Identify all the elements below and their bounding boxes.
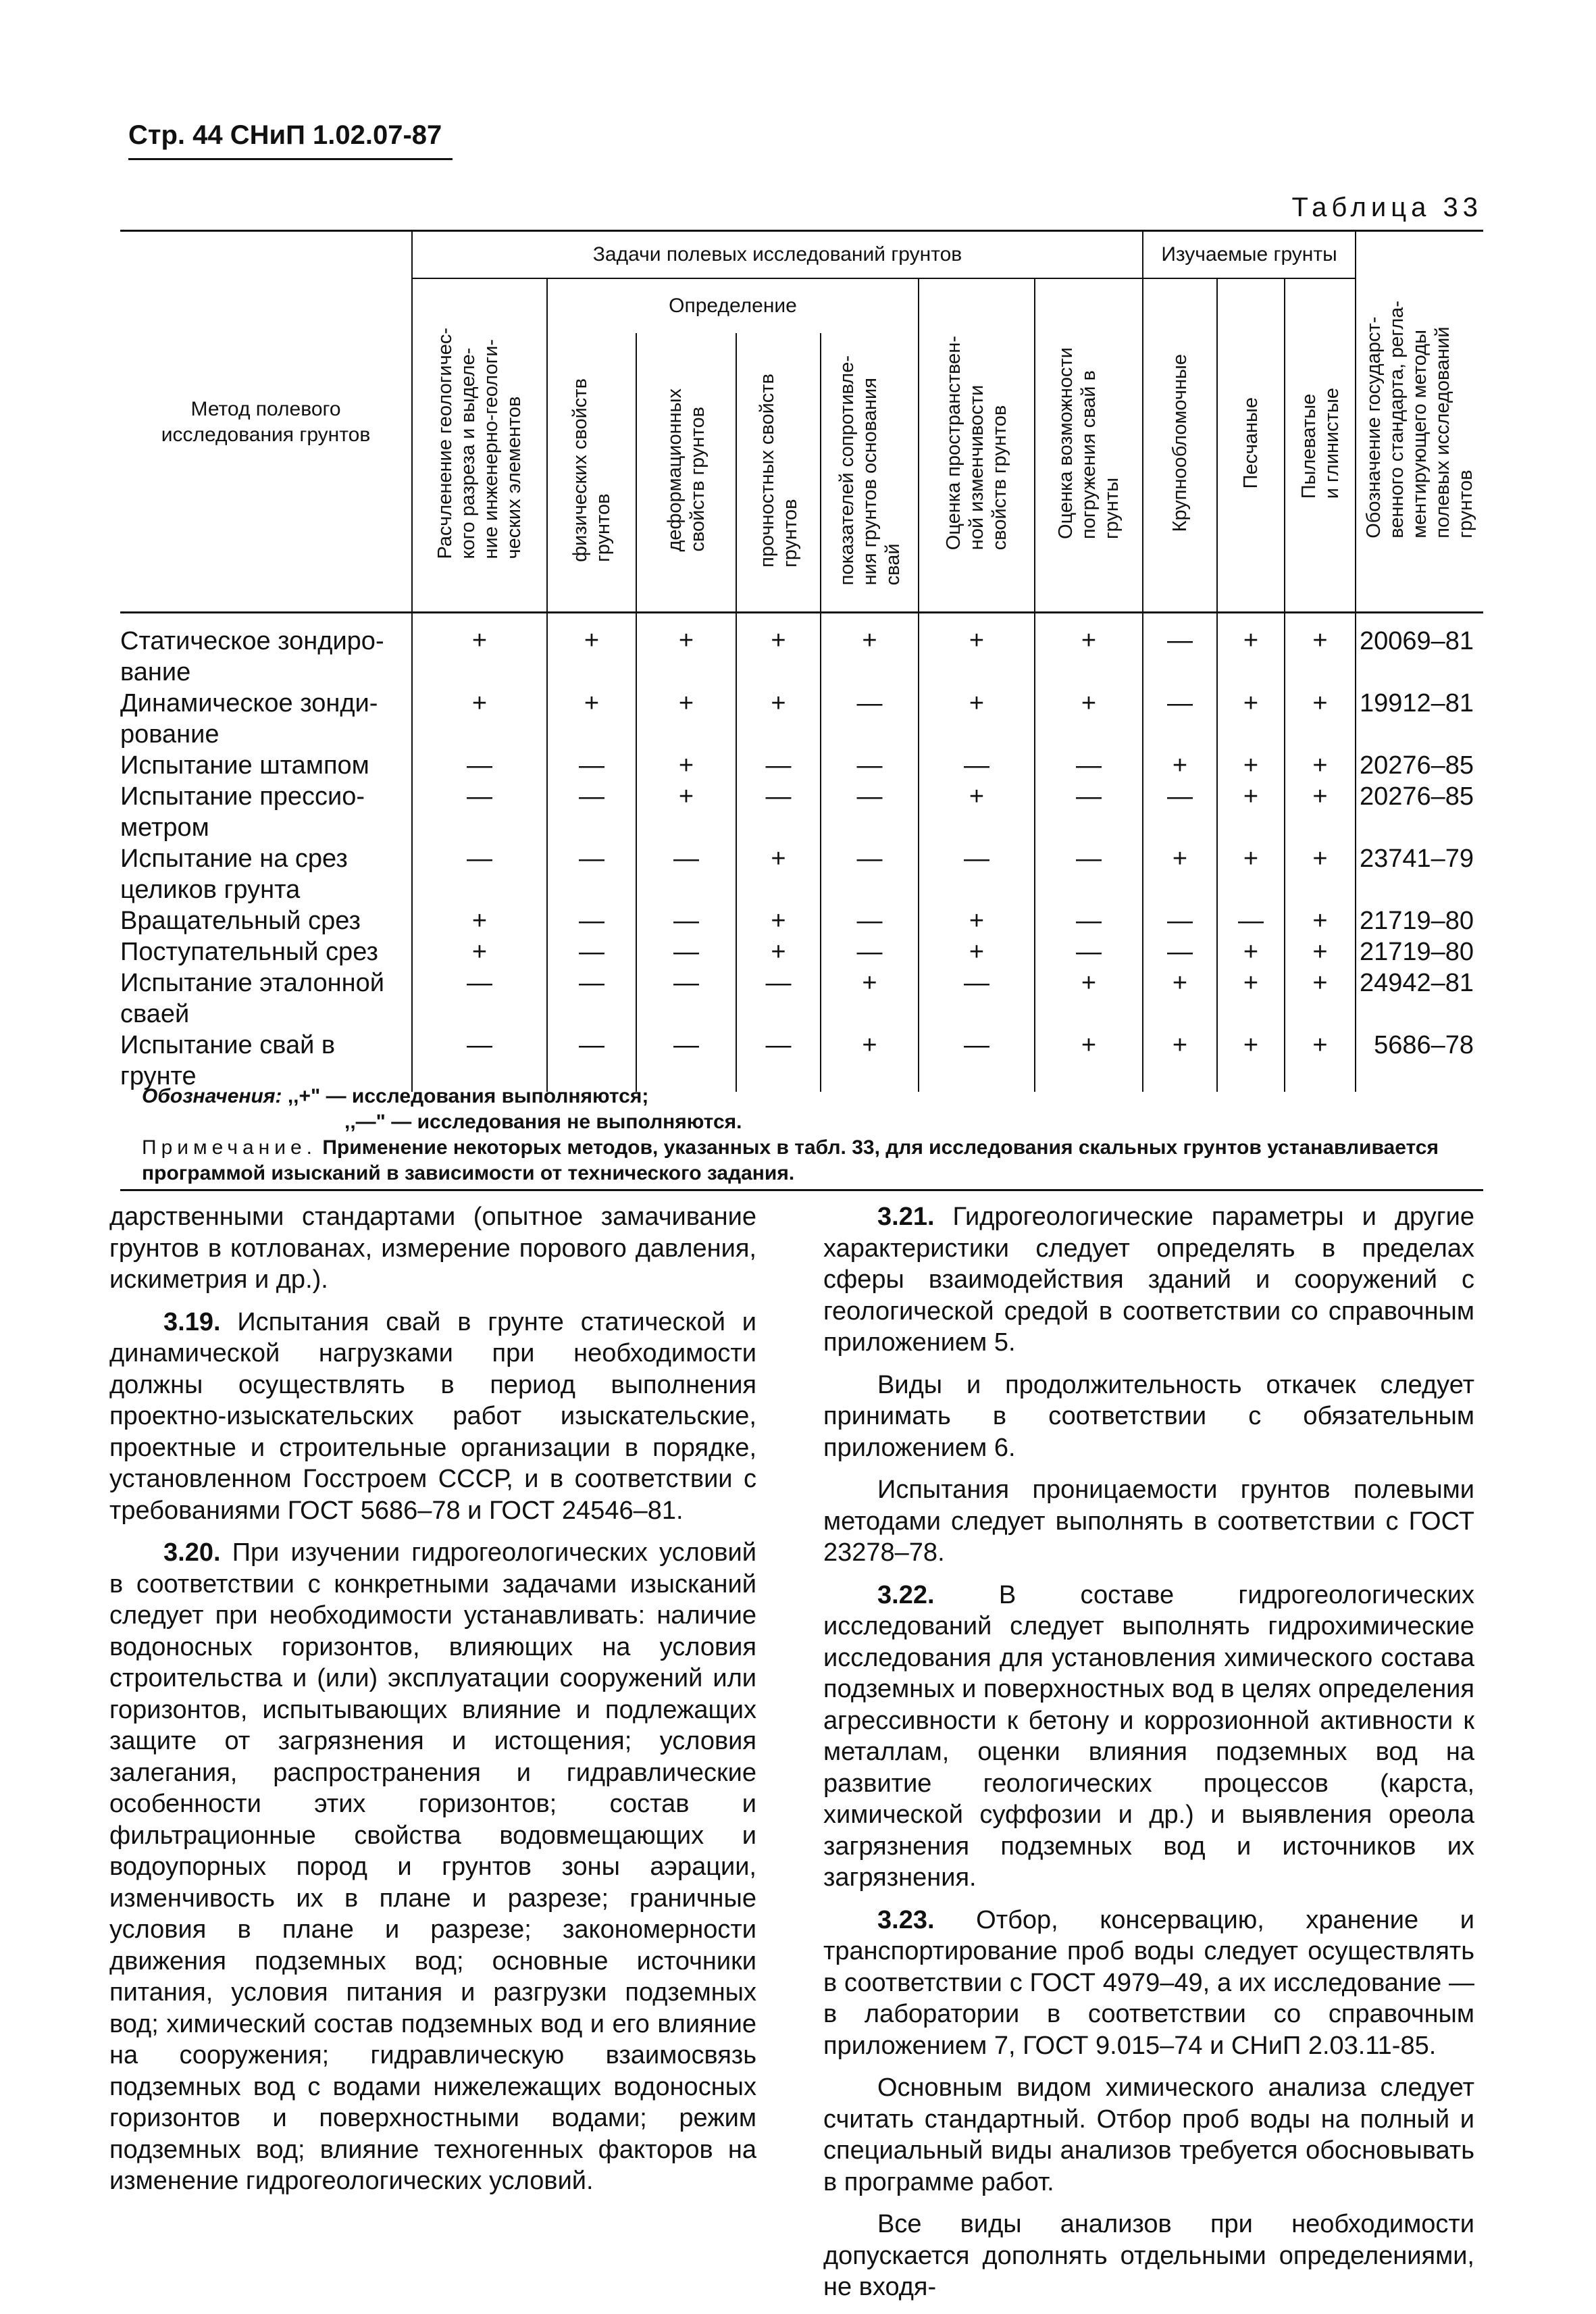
paragraph-text: Все виды анализов при необходимости допускается дополнять отдельными определениями, не входя- — [823, 2210, 1474, 2301]
mark-cell: + — [1285, 613, 1356, 688]
remark-text: Применение некоторых методов, указанных в табл. 33, для исследования скальных грунтов устанавливается программой изысканий в зависимости от технического задания. — [142, 1136, 1439, 1184]
mark-cell: — — [636, 1030, 736, 1092]
mark-cell: + — [547, 688, 636, 750]
paragraph — [823, 2209, 1474, 2303]
mark-cell: — — [1143, 688, 1217, 750]
mark-cell: + — [1285, 750, 1356, 781]
body-column-right — [823, 1201, 1474, 2303]
mark-cell: + — [1035, 688, 1143, 750]
mark-cell: — — [636, 843, 736, 905]
mark-cell: + — [547, 613, 636, 688]
mark-cell: — — [736, 1030, 821, 1092]
mark-cell: + — [1143, 750, 1217, 781]
mark-cell: + — [1217, 613, 1285, 688]
mark-cell: + — [1035, 613, 1143, 688]
mark-cell: — — [412, 781, 547, 843]
method-cell: Динамическое зонди- рование — [120, 689, 378, 749]
mark-cell: — — [547, 936, 636, 967]
paragraph — [823, 1474, 1474, 1569]
remark-label: Примечание. — [142, 1136, 317, 1159]
mark-cell: — — [1143, 936, 1217, 967]
legend-plus: ,,+" — исследования выполняются; — [287, 1085, 649, 1107]
paragraph-text: Отбор, консервацию, хранение и транспортирование проб воды следует осуществлять в соответствии с ГОСТ 4979–49, а их исследование — в лаборатории в соответствии со справочным приложением 7, ГОСТ 9.015–74 и СНиП 2.03.11-85. — [823, 1905, 1474, 2060]
mark-cell: — — [1217, 905, 1285, 936]
clause-number: 3.22. — [877, 1580, 935, 1609]
paragraph-text: Виды и продолжительность откачек следует принимать в соответствии с обязательным приложением 6. — [823, 1370, 1474, 1462]
mark-cell: + — [412, 688, 547, 750]
paragraph — [823, 1905, 1474, 2062]
mark-cell: + — [412, 613, 547, 688]
mark-cell: + — [1143, 843, 1217, 905]
mark-cell: — — [1035, 936, 1143, 967]
method-cell: Вращательный срез — [120, 907, 361, 935]
mark-cell: + — [1217, 843, 1285, 905]
mark-cell: + — [821, 613, 919, 688]
clause-number: 3.20. — [163, 1538, 221, 1567]
mark-cell: + — [736, 613, 821, 688]
mark-cell: + — [412, 936, 547, 967]
mark-cell: — — [547, 781, 636, 843]
mark-cell: + — [1285, 688, 1356, 750]
col-sandy-header — [1217, 278, 1285, 613]
gost-cell: 20069–81 — [1356, 613, 1483, 688]
col-piling-header — [1035, 278, 1143, 613]
col-piling-label: Оценка возможности погружения свай в грунты — [1055, 347, 1123, 539]
mark-cell: — — [1035, 843, 1143, 905]
paragraph-text: Испытания свай в грунте статической и динамической нагрузками при необходимости должны осуществлять в период выполнения проектно-изыскательских работ изыскательские, проектные и строительные организации в порядке, установленном Госстроем СССР, и в соответствии с требованиями ГОСТ 5686–78 и ГОСТ 24546–81. — [109, 1307, 757, 1525]
paragraph — [823, 1201, 1474, 1359]
page-number: Стр. 44 — [128, 120, 223, 150]
notes-bottom-rule — [120, 1189, 1483, 1191]
col-clay-header — [1285, 278, 1356, 613]
method-cell: Испытание на срез целиков грунта — [120, 845, 348, 904]
mark-cell: + — [412, 905, 547, 936]
table-label: Таблица 33 — [1291, 193, 1483, 222]
method-cell: Испытание штампом — [120, 751, 369, 780]
mark-cell: — — [821, 905, 919, 936]
gost-cell: 21719–80 — [1356, 905, 1483, 936]
mark-cell: + — [1217, 781, 1285, 843]
mark-cell: — — [736, 750, 821, 781]
mark-cell: — — [821, 936, 919, 967]
gost-cell: 5686–78 — [1356, 1030, 1483, 1092]
method-cell: Статическое зондиро- вание — [120, 627, 384, 686]
clause-number: 3.21. — [877, 1203, 935, 1231]
mark-cell: — — [736, 967, 821, 1030]
mark-cell: + — [1217, 750, 1285, 781]
clause-number: 3.19. — [163, 1307, 221, 1336]
mark-cell: — — [919, 1030, 1035, 1092]
col-coarse-header — [1143, 278, 1217, 613]
subgroup-determination-header: Определение — [547, 278, 919, 333]
method-header: Метод полевого исследования грунтов — [120, 232, 412, 613]
table-header-rule — [120, 611, 1483, 613]
mark-cell: — — [821, 781, 919, 843]
gost-cell: 23741–79 — [1356, 843, 1483, 905]
mark-cell: + — [821, 1030, 919, 1092]
mark-cell: + — [1217, 936, 1285, 967]
col-resistance-label: показателей сопротивле- ния грунтов основания свай — [835, 355, 904, 586]
mark-cell: + — [1217, 1030, 1285, 1092]
mark-cell: — — [636, 905, 736, 936]
gost-cell: 19912–81 — [1356, 688, 1483, 750]
mark-cell: + — [1285, 781, 1356, 843]
page-header — [128, 120, 442, 151]
mark-cell: — — [547, 1030, 636, 1092]
mark-cell: + — [919, 613, 1035, 688]
table-row — [120, 843, 1483, 905]
mark-cell: — — [821, 750, 919, 781]
mark-cell: — — [736, 781, 821, 843]
col-physical-label: физических свойств грунтов — [569, 378, 614, 562]
mark-cell: — — [547, 967, 636, 1030]
mark-cell: + — [636, 613, 736, 688]
mark-cell: + — [1285, 936, 1356, 967]
mark-cell: — — [636, 936, 736, 967]
col-deformation-label: деформационных свойств грунтов — [664, 388, 709, 552]
col-coarse-label: Крупнообломочные — [1169, 354, 1191, 532]
paragraph — [109, 1201, 756, 1296]
mark-cell: — — [821, 688, 919, 750]
group-tasks-header: Задачи полевых исследований грунтов — [412, 232, 1143, 278]
mark-cell: — — [412, 750, 547, 781]
mark-cell: — — [1035, 750, 1143, 781]
mark-cell: + — [919, 905, 1035, 936]
paragraph-text: При изучении гидрогеологических условий в соответствии с конкретными задачами изысканий следует при необходимости устанавливать: наличие водоносных горизонтов, влияющих на условия строительства и (или) эксплуатации сооружений или горизонтов, испытывающих влияние и подлежащих защите от загрязнения и истощения; условия залегания, распространения и гидравлические особенности этих горизонтов; состав и фильтрационные свойства водовмещающих и водоупорных пород и грунтов зоны аэрации, изменчивость их в плане и разрезе; граничные условия в плане и разрезе; закономерности движения подземных вод; основные источники питания, условия питания и разгрузки подземных вод; химический состав подземных вод и его влияние на сооружения; гидравлическую взаимосвязь подземных вод с водами нижележащих водоносных горизонтов и поверхностными водами; режим подземных вод; влияние техногенных факторов на изменение гидрогеологических условий. — [109, 1538, 756, 2195]
mark-cell: — — [412, 967, 547, 1030]
gost-cell: 20276–85 — [1356, 750, 1483, 781]
mark-cell: + — [1285, 905, 1356, 936]
mark-cell: + — [1035, 1030, 1143, 1092]
col-strength-label: прочностных свойств грунтов — [756, 373, 801, 568]
mark-cell: — — [821, 843, 919, 905]
col-resistance-header — [821, 333, 919, 613]
mark-cell: + — [636, 750, 736, 781]
table-row — [120, 781, 1483, 843]
table-row — [120, 1030, 1483, 1092]
paragraph-text: Испытания проницаемости грунтов полевыми методами следует выполнять в соответствии с ГОСТ 23278–78. — [823, 1476, 1474, 1567]
mark-cell: — — [1143, 905, 1217, 936]
method-cell: Испытание эталонной сваей — [120, 969, 384, 1028]
table-legend — [142, 1084, 742, 1135]
header-underline — [128, 158, 453, 160]
col-variability-header — [919, 278, 1035, 613]
method-cell: Поступательный срез — [120, 938, 378, 966]
mark-cell: + — [1285, 1030, 1356, 1092]
body-column-left — [109, 1201, 756, 2197]
paragraph-text: дарственными стандартами (опытное замачивание грунтов в котлованах, измерение порового давления, искиметрия и др.). — [109, 1203, 756, 1294]
col-variability-label: Оценка пространствен- ной изменчивости свойств грунтов — [943, 336, 1010, 551]
document-code: СНиП 1.02.07-87 — [230, 120, 442, 150]
mark-cell: + — [1217, 688, 1285, 750]
table-row — [120, 750, 1483, 781]
col-clay-label: Пылеватые и глинистые — [1297, 387, 1343, 499]
method-cell: Испытание прессио- метром — [120, 782, 365, 842]
paragraph — [823, 1369, 1474, 1464]
col-dissection-label: Расчленение геологичес- кого разреза и выделе- ние инженерно-геологи- ческих элементов — [434, 327, 525, 559]
mark-cell: + — [636, 688, 736, 750]
legend-label: Обозначения: — [142, 1085, 282, 1107]
mark-cell: + — [736, 905, 821, 936]
mark-cell: + — [736, 688, 821, 750]
mark-cell: — — [1143, 781, 1217, 843]
mark-cell: — — [412, 1030, 547, 1092]
mark-cell: + — [1217, 967, 1285, 1030]
mark-cell: — — [1143, 613, 1217, 688]
gost-cell: 20276–85 — [1356, 781, 1483, 843]
col-physical-header — [547, 333, 636, 613]
table-row — [120, 905, 1483, 936]
gost-cell: 21719–80 — [1356, 936, 1483, 967]
paragraph-text: Гидрогеологические параметры и другие характеристики следует определять в пределах сферы взаимодействия зданий и сооружений с геологической средой в соответствии со справочным приложением 5. — [823, 1203, 1474, 1357]
mark-cell: + — [919, 936, 1035, 967]
table-33 — [120, 232, 1483, 1092]
gost-cell: 24942–81 — [1356, 967, 1483, 1030]
mark-cell: — — [1035, 781, 1143, 843]
paragraph — [823, 1580, 1474, 1894]
mark-cell: + — [1285, 967, 1356, 1030]
mark-cell: + — [919, 688, 1035, 750]
mark-cell: + — [919, 781, 1035, 843]
mark-cell: — — [919, 843, 1035, 905]
paragraph — [109, 1537, 756, 2197]
table-row — [120, 967, 1483, 1030]
col-dissection-header — [412, 278, 547, 613]
mark-cell: + — [1285, 843, 1356, 905]
table-body — [120, 613, 1483, 1092]
clause-number: 3.23. — [877, 1905, 935, 1934]
mark-cell: — — [919, 750, 1035, 781]
paragraph-text: Основным видом химического анализа следует считать стандартный. Отбор проб воды на полный и специальный виды анализов требуется обосновывать в программе работ. — [823, 2073, 1474, 2196]
mark-cell: + — [821, 967, 919, 1030]
legend-minus: ,,—" — исследования не выполняются. — [344, 1111, 742, 1133]
table-row — [120, 936, 1483, 967]
paragraph — [109, 1307, 756, 1527]
col-strength-header — [736, 333, 821, 613]
mark-cell: — — [919, 967, 1035, 1030]
mark-cell: — — [547, 905, 636, 936]
mark-cell: + — [1035, 967, 1143, 1030]
mark-cell: — — [412, 843, 547, 905]
col-standard-label: Обозначение государст- венного стандарта, регла- ментирующего методы полевых исследований грунтов — [1363, 300, 1477, 538]
mark-cell: — — [547, 750, 636, 781]
mark-cell: — — [1035, 905, 1143, 936]
mark-cell: + — [1143, 1030, 1217, 1092]
mark-cell: + — [636, 781, 736, 843]
col-standard-header — [1356, 232, 1483, 613]
table-row — [120, 688, 1483, 750]
paragraph-text: В составе гидрогеологических исследований следует выполнять гидрохимические исследования для установления химического состава подземных и поверхностных вод в целях определения агрессивности к бетону и коррозионной активности к металлам, оценки влияния подземных вод на развитие геологических процессов (карста, химической суффозии и др.) и выявления ореола загрязнения подземных вод и источников их загрязнения. — [823, 1580, 1474, 1892]
group-soils-header: Изучаемые грунты — [1143, 232, 1356, 278]
table-row — [120, 613, 1483, 688]
mark-cell: — — [636, 967, 736, 1030]
col-sandy-label: Песчаные — [1240, 397, 1262, 489]
col-deformation-header — [636, 333, 736, 613]
method-cell: Испытание свай в грунте — [120, 1031, 336, 1090]
mark-cell: + — [736, 843, 821, 905]
mark-cell: + — [1143, 967, 1217, 1030]
paragraph — [823, 2072, 1474, 2198]
mark-cell: — — [547, 843, 636, 905]
table-remark — [142, 1135, 1486, 1186]
mark-cell: + — [736, 936, 821, 967]
